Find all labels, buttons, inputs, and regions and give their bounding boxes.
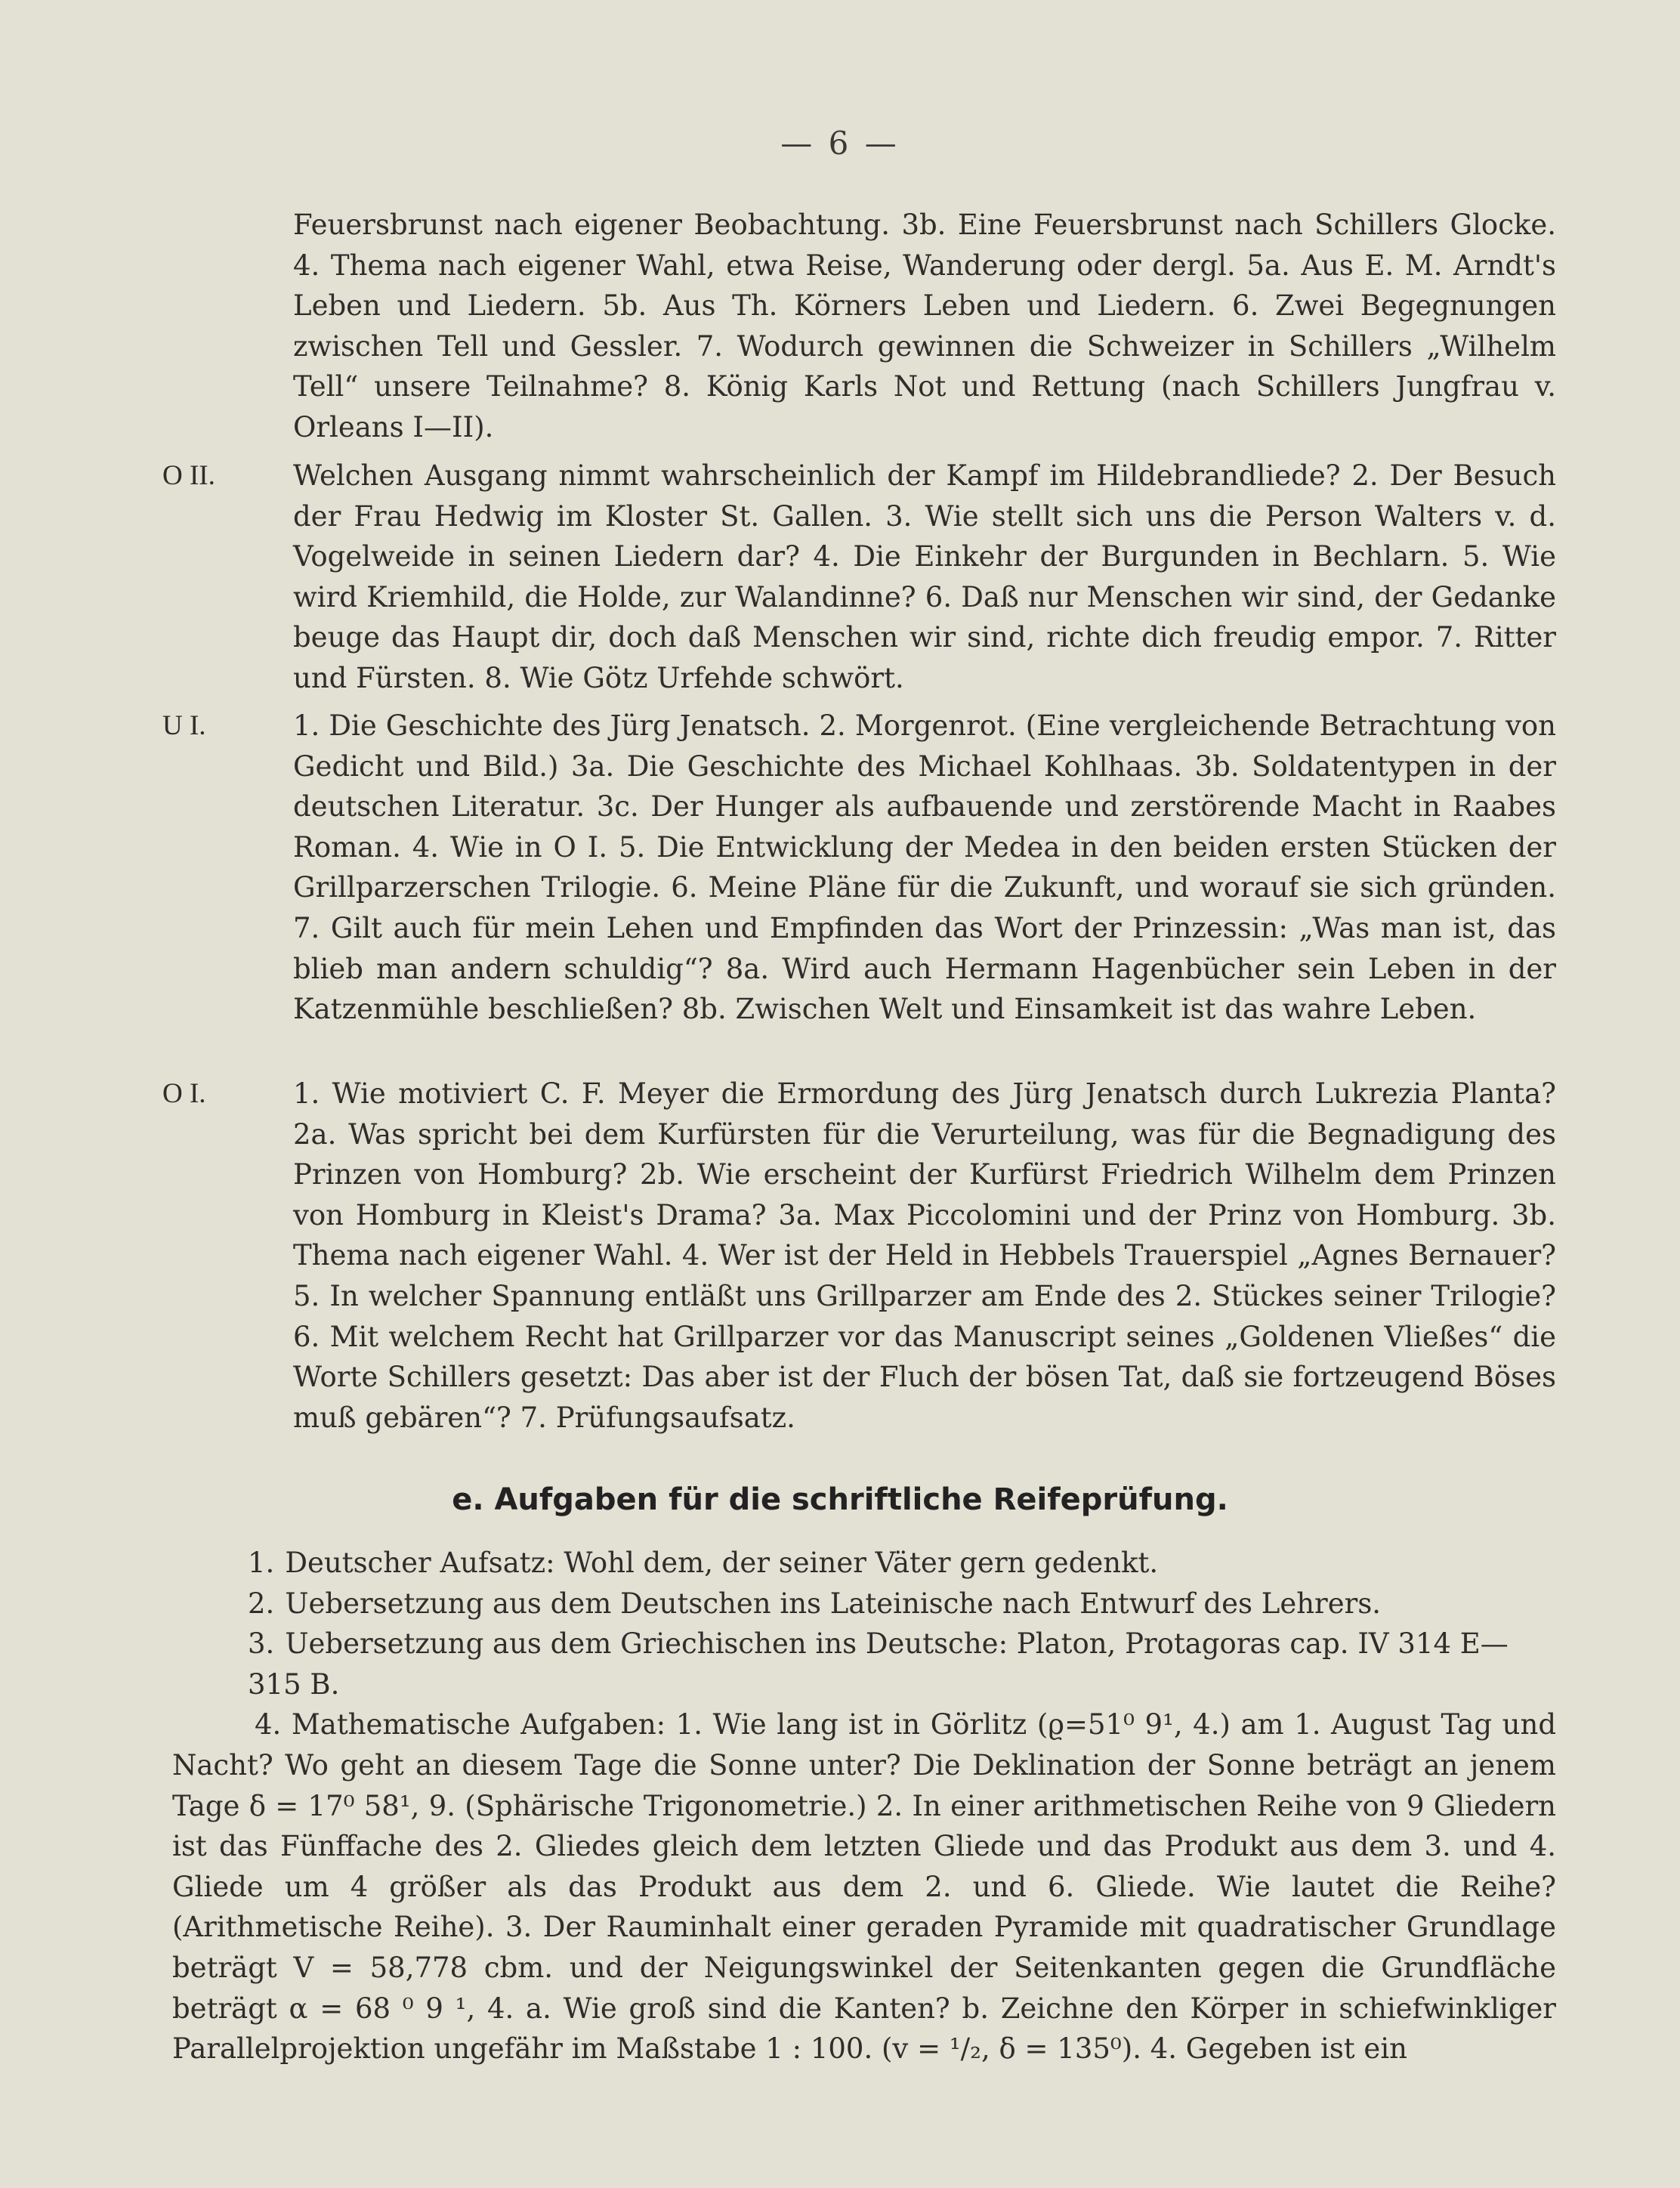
exam-item bbox=[172, 1543, 1556, 1584]
page-number: — 6 — bbox=[780, 125, 900, 162]
class-label: U I. bbox=[162, 710, 206, 741]
section-text: Welchen Ausgang nimmt wahrscheinlich der Kampf im Hildebrandliede? 2. Der Besuch der Frau Hedwig im Kloster St. Gallen. 3. Wie stellt sich uns die Person Walters v. d. Vogelweide in seinen Liedern dar? 4. Die Einkehr der Burgunden in Bechlarn. 5. Wie wird Kriemhild, die Holde, zur Walandinne? 6. Daß nur Menschen wir sind, der Gedanke beuge das Haupt dir, doch daß Menschen wir sind, richte dich freudig empor. 7. Ritter und Fürsten. 8. Wie Götz Urfehde schwört. bbox=[293, 459, 1556, 694]
exam-item-text: Uebersetzung aus dem Deutschen ins Lateinische nach Entwurf des Lehrers. bbox=[285, 1587, 1382, 1620]
exam-item-number: 4. bbox=[255, 1708, 282, 1741]
exam-item bbox=[172, 1624, 1556, 1704]
section-text: 1. Die Geschichte des Jürg Jenatsch. 2. Morgenrot. (Eine vergleichende Betrachtung von Gedicht und Bild.) 3a. Die Geschichte des Michael Kohlhaas. 3b. Soldatentypen in der deutschen Literatur. 3c. Der Hunger als aufbauende und zerstörende Macht in Raabes Roman. 4. Wie in O I. 5. Die Entwicklung der Medea in den beiden ersten Stücken der Grillparzerschen Trilogie. 6. Meine Pläne für die Zukunft, und worauf sie sich gründen. 7. Gilt auch für mein Lehen und Empfinden das Wort der Prinzessin: „Was man ist, das blieb man andern schuldig“? 8a. Wird auch Hermann Hagenbücher sein Leben in der Katzenmühle beschließen? 8b. Zwischen Welt und Einsamkeit ist das wahre Leben. bbox=[293, 709, 1556, 1026]
exam-item-number: 2. bbox=[248, 1587, 275, 1620]
section-text: Feuersbrunst nach eigener Beobachtung. 3b. Eine Feuersbrunst nach Schillers Glocke. 4. Thema nach eigener Wahl, etwa Reise, Wanderung oder dergl. 5a. Aus E. M. Arndt's Leben und Liedern. 5b. Aus Th. Körners Leben und Liedern. 6. Zwei Begegnungen zwischen Tell und Gessler. 7. Wodurch gewinnen die Schweizer in Schillers „Wilhelm Tell“ unsere Teilnahme? 8. König Karls Not und Rettung (nach Schillers Jungfrau v. Orleans I—II). bbox=[293, 209, 1556, 443]
section-heading: e. Aufgaben für die schriftliche Reifeprüfung. bbox=[452, 1482, 1228, 1517]
exam-item-math bbox=[172, 1704, 1556, 2069]
exam-item-number: 1. bbox=[248, 1547, 275, 1579]
exam-item bbox=[172, 1584, 1556, 1624]
exam-item-text: Deutscher Aufsatz: Wohl dem, der seiner Väter gern gedenkt. bbox=[285, 1547, 1159, 1579]
exam-item-text: Mathematische Aufgaben: 1. Wie lang ist in Görlitz (ϱ=51⁰ 9¹, 4.) am 1. August Tag und Nacht? Wo geht an diesem Tage die Sonne unter? Die Deklination der Sonne beträgt an jenem Tage δ = 17⁰ 58¹, 9. (Sphärische Trigonometrie.) 2. In einer arithmetischen Reihe von 9 Gliedern ist das Fünffache des 2. Gliedes gleich dem letzten Gliede und das Produkt aus dem 3. und 4. Gliede um 4 größer als das Produkt aus dem 2. und 6. Gliede. Wie lautet die Reihe? (Arithmetische Reihe). 3. Der Rauminhalt einer geraden Pyramide mit quadratischer Grundlage beträgt V = 58,778 cbm. und der Neigungswinkel der Seitenkanten gegen die Grundfläche beträgt α = 68 ⁰ 9 ¹, 4. a. Wie groß sind die Kanten? b. Zeichne den Körper in schiefwinkliger Parallelprojektion ungefähr im Maßstabe 1 : 100. (v = ¹/₂, δ = 135⁰). 4. Gegeben ist ein bbox=[172, 1708, 1557, 2066]
section-text: 1. Wie motiviert C. F. Meyer die Ermordung des Jürg Jenatsch durch Lukrezia Planta? 2a. Was spricht bei dem Kurfürsten für die Verurteilung, was für die Begnadigung des Prinzen von Homburg? 2b. Wie erscheint der Kurfürst Friedrich Wilhelm dem Prinzen von Homburg in Kleist's Drama? 3a. Max Piccolomini und der Prinz von Homburg. 3b. Thema nach eigener Wahl. 4. Wer ist der Held in Hebbels Trauerspiel „Agnes Bernauer? 5. In welcher Spannung entläßt uns Grillparzer am Ende des 2. Stückes seiner Trilogie? 6. Mit welchem Recht hat Grillparzer vor das Manuscript seines „Goldenen Vließes“ die Worte Schillers gesetzt: Das aber ist der Fluch der bösen Tat, daß sie fortzeugend Böses muß gebären“? 7. Prüfungsaufsatz. bbox=[293, 1077, 1556, 1434]
class-label: O II. bbox=[162, 460, 215, 491]
exam-item-number: 3. bbox=[248, 1627, 275, 1661]
exam-list bbox=[172, 1543, 1556, 2069]
exam-item-text: Uebersetzung aus dem Griechischen ins Deutsche: Platon, Protagoras cap. IV 314 E—315 B. bbox=[248, 1627, 1509, 1701]
class-label: O I. bbox=[162, 1078, 206, 1109]
